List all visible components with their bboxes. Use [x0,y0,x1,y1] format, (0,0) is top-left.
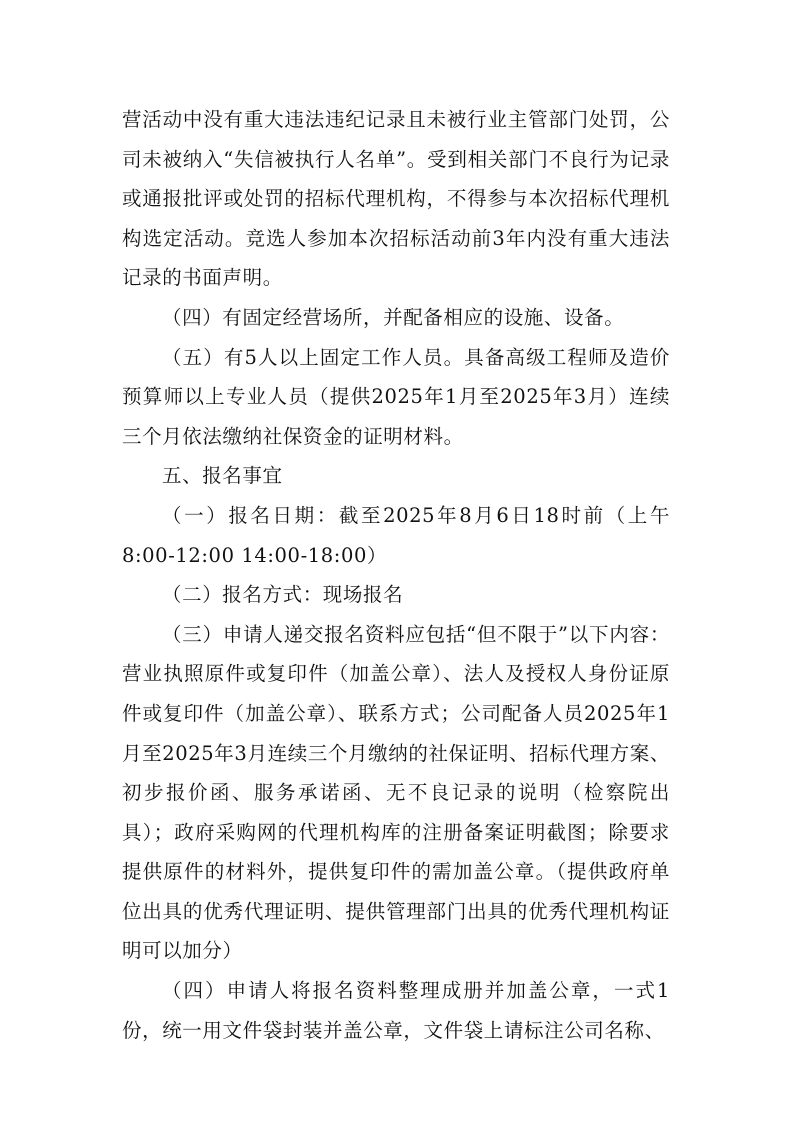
paragraph-item-4: （四）有固定经营场所，并配备相应的设施、设备。 [162,305,625,329]
document-body [122,100,670,1050]
paragraph-binding-instructions: （四）申请人将报名资料整理成册并加盖公章，一式1份，统一用文件袋封装并盖公章，文件袋上请标注公司名称、 [122,979,670,1042]
section-heading-registration: 五、报名事宜 [162,464,283,488]
paragraph-registration-materials: （三）申请人递交报名资料应包括“但不限于”以下内容：营业执照原件或复印件（加盖公章）、法人及授权人身份证原件或复印件（加盖公章）、联系方式；公司配备人员2025年1月至2025年3月连续三个月缴纳的社保证明、招标代理方案、初步报价函、服务承诺函、无不良记录的说明（检察院出具）；政府采购网的代理机构库的注册备案证明截图；除要求提供原件的材料外，提供复印件的需加盖公章。（提供政府单位出具的优秀代理证明、提供管理部门出具的优秀代理机构证明可以加分） [122,622,670,963]
paragraph-registration-date: （一）报名日期：截至2025年8月6日18时前（上午8:00-12:00 14:00-18:00） [122,503,670,567]
paragraph-registration-method: （二）报名方式：现场报名 [162,583,404,607]
paragraph-continuation: 营活动中没有重大违法违纪记录且未被行业主管部门处罚，公司未被纳入“失信被执行人名单”。受到相关部门不良行为记录或通报批评或处罚的招标代理机构，不得参与本次招标代理机构选定活动。竞选人参加本次招标活动前3年内没有重大违法记录的书面声明。 [122,108,670,290]
paragraph-item-5: （五）有5人以上固定工作人员。具备高级工程师及造价预算师以上专业人员（提供2025年1月至2025年3月）连续三个月依法缴纳社保资金的证明材料。 [122,345,670,448]
